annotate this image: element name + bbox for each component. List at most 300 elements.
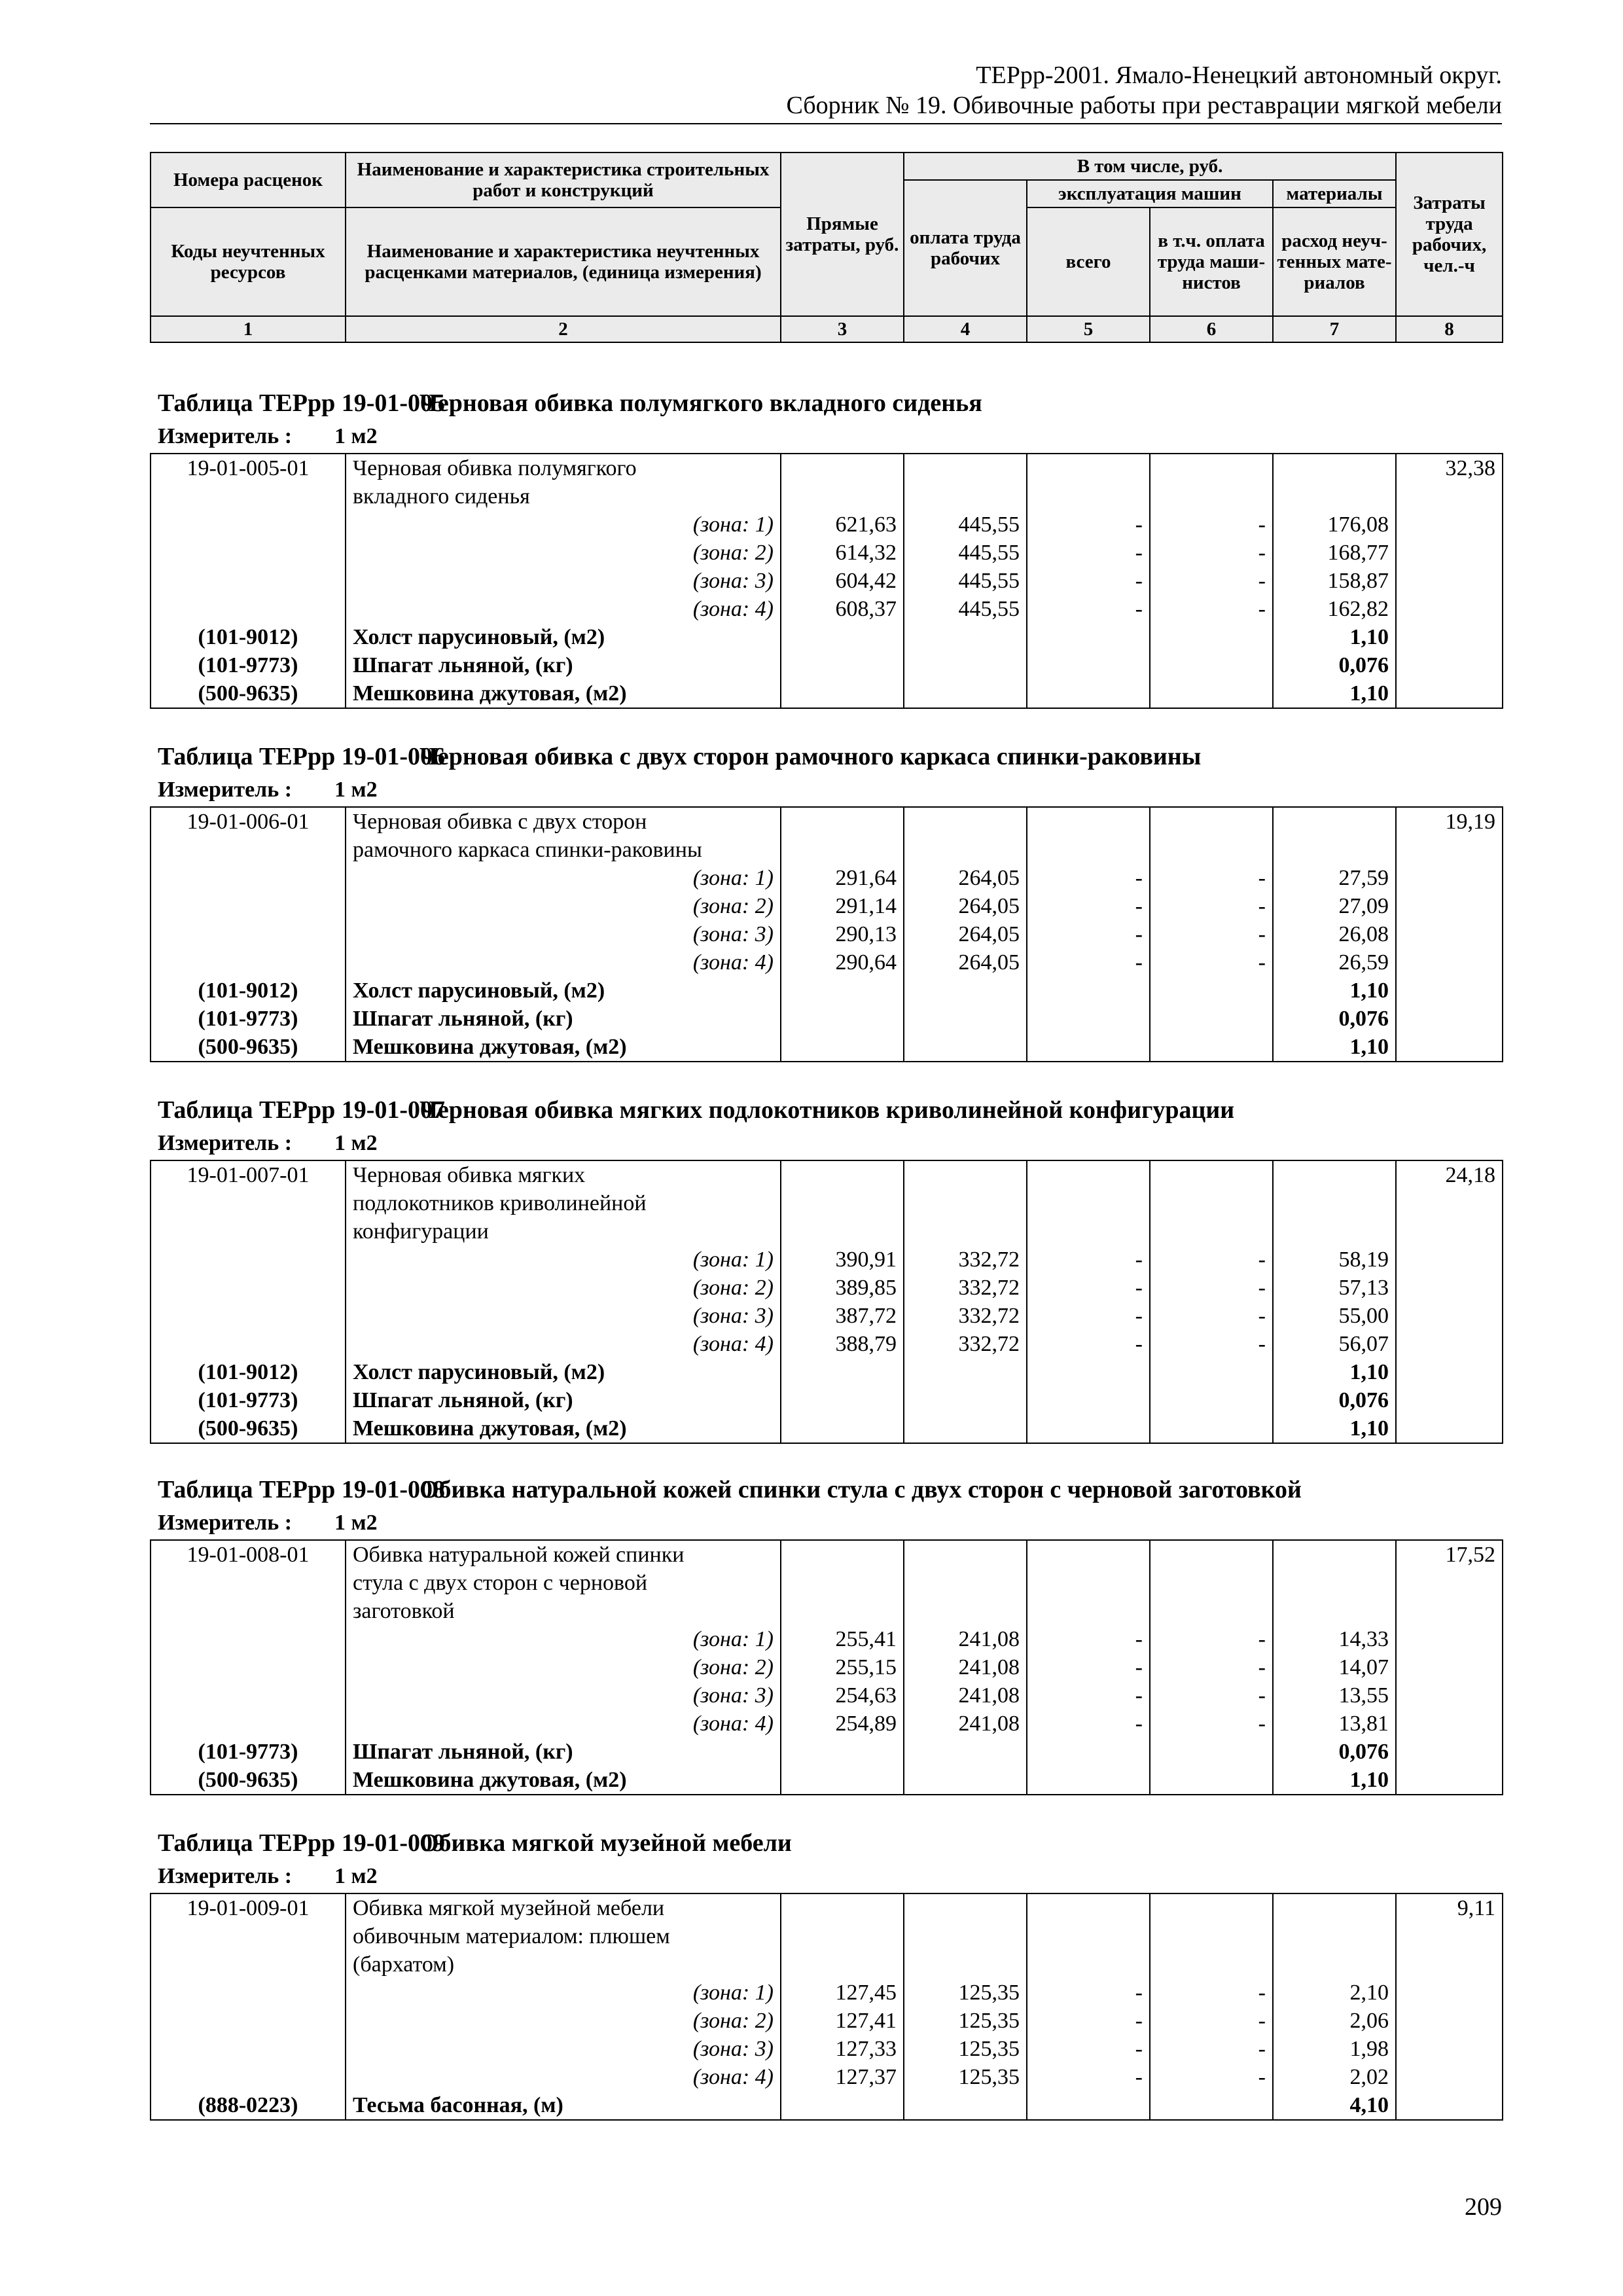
cell (1027, 1033, 1150, 1062)
machines-total: - (1027, 567, 1150, 595)
cell (1027, 1766, 1150, 1795)
resource-name: Шпагат льняной, (кг) (346, 1738, 781, 1766)
cell (151, 836, 346, 864)
header-line-2: Сборник № 19. Обивочные работы при реставрации мягкой мебели (786, 92, 1502, 119)
table-label: Таблица ТЕРрр 19-01-005 (158, 389, 446, 417)
direct-cost: 608,37 (781, 595, 904, 623)
cell (1396, 948, 1503, 977)
materials-cost: 13,81 (1273, 1710, 1396, 1738)
table-title (158, 386, 1502, 420)
table-row (151, 2007, 1503, 2035)
machinist-pay: - (1150, 511, 1273, 539)
meter-line (158, 420, 1502, 453)
cell (1150, 1217, 1273, 1246)
machinist-pay: - (1150, 2035, 1273, 2063)
labor-pay: 332,72 (904, 1330, 1027, 1358)
cell (781, 1358, 904, 1386)
table-row (151, 454, 1503, 482)
cell (151, 1950, 346, 1979)
resource-code: (101-9773) (151, 651, 346, 679)
labor-pay: 332,72 (904, 1274, 1027, 1302)
table-row (151, 1625, 1503, 1653)
col-including: В том числе, руб. (904, 152, 1396, 180)
machines-total: - (1027, 864, 1150, 892)
resource-name: Холст парусиновый, (м2) (346, 623, 781, 651)
direct-cost: 389,85 (781, 1274, 904, 1302)
cell (1150, 1160, 1273, 1189)
machines-total: - (1027, 1710, 1150, 1738)
rate-code: 19-01-006-01 (151, 807, 346, 836)
rate-table (150, 806, 1503, 1062)
zone-label: (зона: 2) (346, 1653, 781, 1681)
meter-value: 1 м2 (334, 1131, 378, 1155)
cell (904, 1540, 1027, 1569)
col-work-name: Наименование и характеристика строительных работ и конструкций (346, 152, 781, 207)
machines-total: - (1027, 892, 1150, 920)
labor-pay: 264,05 (904, 892, 1027, 920)
cell (781, 1766, 904, 1795)
labor-pay: 241,08 (904, 1681, 1027, 1710)
cell (151, 2063, 346, 2091)
cell (1396, 539, 1503, 567)
cell (904, 482, 1027, 511)
machines-total: - (1027, 595, 1150, 623)
machines-total: - (1027, 1330, 1150, 1358)
direct-cost: 290,64 (781, 948, 904, 977)
cell (1027, 1217, 1150, 1246)
cell (1027, 1569, 1150, 1597)
cell (1396, 1330, 1503, 1358)
materials-cost: 55,00 (1273, 1302, 1396, 1330)
machines-total: - (1027, 1302, 1150, 1330)
cell (151, 511, 346, 539)
resource-name: Мешковина джутовая, (м2) (346, 679, 781, 708)
materials-cost: 176,08 (1273, 511, 1396, 539)
cell (1396, 836, 1503, 864)
zone-label: (зона: 1) (346, 511, 781, 539)
direct-cost: 291,64 (781, 864, 904, 892)
direct-cost: 387,72 (781, 1302, 904, 1330)
cell (1273, 1217, 1396, 1246)
table-row (151, 1217, 1503, 1246)
table-row (151, 948, 1503, 977)
table-row (151, 836, 1503, 864)
resource-consumption: 4,10 (1273, 2091, 1396, 2120)
table-row (151, 807, 1503, 836)
cell (151, 1710, 346, 1738)
table-row (151, 1893, 1503, 1922)
table-row (151, 1274, 1503, 1302)
cell (1150, 1540, 1273, 1569)
resource-code: (101-9012) (151, 1358, 346, 1386)
rate-section (150, 1826, 1502, 2121)
cell (904, 836, 1027, 864)
table-row (151, 1766, 1503, 1795)
resource-consumption: 1,10 (1273, 1766, 1396, 1795)
materials-cost: 58,19 (1273, 1246, 1396, 1274)
cell (151, 1330, 346, 1358)
table-row (151, 539, 1503, 567)
machines-total: - (1027, 1274, 1150, 1302)
meter-line (158, 1507, 1502, 1539)
direct-cost: 621,63 (781, 511, 904, 539)
materials-cost: 1,98 (1273, 2035, 1396, 2063)
cell (1396, 2063, 1503, 2091)
cell (151, 864, 346, 892)
resource-consumption: 0,076 (1273, 651, 1396, 679)
cell (1027, 1386, 1150, 1414)
labor-pay: 445,55 (904, 595, 1027, 623)
materials-cost: 168,77 (1273, 539, 1396, 567)
zone-label: (зона: 2) (346, 2007, 781, 2035)
machinist-pay: - (1150, 2063, 1273, 2091)
resource-consumption: 1,10 (1273, 1358, 1396, 1386)
cell (151, 482, 346, 511)
cell (1396, 864, 1503, 892)
table-row (151, 1597, 1503, 1625)
cell (1273, 1922, 1396, 1950)
cell (781, 1893, 904, 1922)
meter-label: Измеритель : (158, 1864, 293, 1888)
materials-cost: 14,07 (1273, 1653, 1396, 1681)
column-number: 3 (781, 316, 904, 342)
table-title-text: Черновая обивка мягких подлокотников криволинейной конфигурации (419, 1096, 1235, 1124)
direct-cost: 127,37 (781, 2063, 904, 2091)
cell (1396, 1950, 1503, 1979)
cell (904, 1217, 1027, 1246)
cell (1027, 1950, 1150, 1979)
cell (1396, 679, 1503, 708)
cell (1150, 836, 1273, 864)
labor-pay: 241,08 (904, 1625, 1027, 1653)
resource-name: Мешковина джутовая, (м2) (346, 1033, 781, 1062)
zone-label: (зона: 2) (346, 1274, 781, 1302)
cell (781, 2091, 904, 2120)
materials-cost: 26,59 (1273, 948, 1396, 977)
table-row (151, 1358, 1503, 1386)
table-title (158, 740, 1502, 774)
cell (1396, 977, 1503, 1005)
meter-label: Измеритель : (158, 1511, 293, 1535)
direct-cost: 290,13 (781, 920, 904, 948)
cell (1150, 1893, 1273, 1922)
machines-total: - (1027, 948, 1150, 977)
labor-cost: 19,19 (1396, 807, 1503, 836)
resource-consumption: 1,10 (1273, 977, 1396, 1005)
zone-label: (зона: 1) (346, 1246, 781, 1274)
cell (1027, 679, 1150, 708)
cell (904, 1189, 1027, 1217)
cell (781, 651, 904, 679)
rate-name-line: Черновая обивка мягких (346, 1160, 781, 1189)
rate-table (150, 1539, 1503, 1795)
resource-name: Холст парусиновый, (м2) (346, 1358, 781, 1386)
cell (1396, 567, 1503, 595)
resource-code: (101-9012) (151, 977, 346, 1005)
machinist-pay: - (1150, 2007, 1273, 2035)
zone-label: (зона: 3) (346, 920, 781, 948)
cell (781, 1922, 904, 1950)
zone-label: (зона: 3) (346, 1681, 781, 1710)
resource-consumption: 1,10 (1273, 623, 1396, 651)
cell (151, 595, 346, 623)
resource-code: (500-9635) (151, 1766, 346, 1795)
meter-label: Измеритель : (158, 778, 293, 802)
cell (1150, 482, 1273, 511)
cell (781, 1540, 904, 1569)
table-row (151, 2091, 1503, 2120)
resource-code: (101-9773) (151, 1738, 346, 1766)
col-material-name: Наименование и характеристика неучтенных расценками материалов, (единица измерения) (346, 207, 781, 316)
table-row (151, 1950, 1503, 1979)
cell (1396, 1358, 1503, 1386)
cell (904, 1766, 1027, 1795)
table-row (151, 1710, 1503, 1738)
cell (1396, 920, 1503, 948)
cell (1396, 1922, 1503, 1950)
table-label: Таблица ТЕРрр 19-01-009 (158, 1829, 446, 1857)
table-title-text: Обивка натуральной кожей спинки стула с двух сторон с черновой заготовкой (419, 1476, 1302, 1503)
cell (1396, 1246, 1503, 1274)
meter-line (158, 1860, 1502, 1893)
cell (1396, 1569, 1503, 1597)
table-row (151, 1653, 1503, 1681)
cell (1150, 679, 1273, 708)
cell (1396, 1738, 1503, 1766)
cell (781, 482, 904, 511)
direct-cost: 127,33 (781, 2035, 904, 2063)
table-row (151, 1922, 1503, 1950)
cell (904, 1922, 1027, 1950)
labor-pay: 445,55 (904, 539, 1027, 567)
direct-cost: 255,41 (781, 1625, 904, 1653)
rate-name-line: рамочного каркаса спинки-раковины (346, 836, 781, 864)
resource-code: (500-9635) (151, 679, 346, 708)
cell (1396, 1653, 1503, 1681)
cell (1150, 1358, 1273, 1386)
rate-name-line: Черновая обивка с двух сторон (346, 807, 781, 836)
zone-label: (зона: 1) (346, 1979, 781, 2007)
cell (781, 623, 904, 651)
table-row (151, 1569, 1503, 1597)
col-machines-total: всего (1027, 207, 1150, 316)
cell (1150, 1950, 1273, 1979)
resource-consumption: 0,076 (1273, 1005, 1396, 1033)
machines-total: - (1027, 511, 1150, 539)
col-rate-numbers: Номера расценок (151, 152, 346, 207)
rate-code: 19-01-005-01 (151, 454, 346, 482)
cell (151, 2007, 346, 2035)
cell (781, 1033, 904, 1062)
materials-cost: 2,02 (1273, 2063, 1396, 2091)
machinist-pay: - (1150, 567, 1273, 595)
cell (151, 567, 346, 595)
resource-name: Мешковина джутовая, (м2) (346, 1766, 781, 1795)
labor-pay: 445,55 (904, 511, 1027, 539)
machinist-pay: - (1150, 920, 1273, 948)
cell (1396, 1710, 1503, 1738)
zone-label: (зона: 3) (346, 567, 781, 595)
cell (1273, 454, 1396, 482)
table-row (151, 511, 1503, 539)
resource-consumption: 1,10 (1273, 1033, 1396, 1062)
cell (1273, 1893, 1396, 1922)
cell (1273, 1950, 1396, 1979)
cell (1396, 2035, 1503, 2063)
cell (1150, 807, 1273, 836)
table-row (151, 892, 1503, 920)
cell (151, 1625, 346, 1653)
machines-total: - (1027, 1625, 1150, 1653)
cell (1027, 1189, 1150, 1217)
cell (1396, 1302, 1503, 1330)
cell (1150, 623, 1273, 651)
column-number: 4 (904, 316, 1027, 342)
machinist-pay: - (1150, 1246, 1273, 1274)
materials-cost: 57,13 (1273, 1274, 1396, 1302)
cell (781, 1217, 904, 1246)
machines-total: - (1027, 1979, 1150, 2007)
table-row (151, 2035, 1503, 2063)
cell (1273, 1540, 1396, 1569)
rate-name-line: заготовкой (346, 1597, 781, 1625)
zone-label: (зона: 4) (346, 948, 781, 977)
cell (1396, 623, 1503, 651)
cell (904, 1414, 1027, 1443)
table-label: Таблица ТЕРрр 19-01-008 (158, 1476, 446, 1503)
table-label: Таблица ТЕРрр 19-01-006 (158, 743, 446, 770)
machinist-pay: - (1150, 1330, 1273, 1358)
rate-section (150, 1093, 1502, 1444)
labor-cost: 24,18 (1396, 1160, 1503, 1189)
resource-code: (101-9773) (151, 1005, 346, 1033)
direct-cost: 254,89 (781, 1710, 904, 1738)
table-row (151, 2063, 1503, 2091)
cell (781, 1569, 904, 1597)
table-title-text: Черновая обивка полумягкого вкладного сиденья (419, 389, 982, 417)
cell (1150, 1386, 1273, 1414)
cell (904, 1738, 1027, 1766)
rate-code: 19-01-008-01 (151, 1540, 346, 1569)
cell (1150, 1738, 1273, 1766)
rate-table (150, 1893, 1503, 2121)
table-row (151, 1738, 1503, 1766)
cell (1273, 1597, 1396, 1625)
labor-pay: 264,05 (904, 864, 1027, 892)
machines-total: - (1027, 2063, 1150, 2091)
cell (904, 1569, 1027, 1597)
cell (1027, 482, 1150, 511)
cell (1027, 1540, 1150, 1569)
meter-value: 1 м2 (334, 1511, 378, 1535)
cell (1150, 1569, 1273, 1597)
cell (781, 679, 904, 708)
cell (151, 1246, 346, 1274)
cell (1396, 595, 1503, 623)
resource-name: Мешковина джутовая, (м2) (346, 1414, 781, 1443)
cell (1150, 1766, 1273, 1795)
cell (904, 1893, 1027, 1922)
rate-name-line: вкладного сиденья (346, 482, 781, 511)
machinist-pay: - (1150, 892, 1273, 920)
resource-name: Шпагат льняной, (кг) (346, 1005, 781, 1033)
zone-label: (зона: 1) (346, 864, 781, 892)
cell (1396, 1217, 1503, 1246)
materials-cost: 158,87 (1273, 567, 1396, 595)
cell (904, 651, 1027, 679)
resource-consumption: 0,076 (1273, 1386, 1396, 1414)
labor-pay: 125,35 (904, 1979, 1027, 2007)
cell (151, 1597, 346, 1625)
cell (151, 1979, 346, 2007)
machinist-pay: - (1150, 1625, 1273, 1653)
meter-value: 1 м2 (334, 424, 378, 448)
labor-pay: 125,35 (904, 2063, 1027, 2091)
cell (1027, 1893, 1150, 1922)
labor-cost: 32,38 (1396, 454, 1503, 482)
cell (1150, 1005, 1273, 1033)
labor-cost: 9,11 (1396, 1893, 1503, 1922)
direct-cost: 254,63 (781, 1681, 904, 1710)
rate-section (150, 740, 1502, 1062)
meter-line (158, 1127, 1502, 1160)
cell (781, 836, 904, 864)
cell (1027, 836, 1150, 864)
table-row (151, 1302, 1503, 1330)
cell (151, 948, 346, 977)
table-row (151, 567, 1503, 595)
cell (1396, 1766, 1503, 1795)
cell (1396, 482, 1503, 511)
cell (1396, 1189, 1503, 1217)
rate-name-line: (бархатом) (346, 1950, 781, 1979)
rate-name-line: Обивка мягкой музейной мебели (346, 1893, 781, 1922)
cell (904, 1160, 1027, 1189)
materials-cost: 27,09 (1273, 892, 1396, 920)
cell (1027, 2091, 1150, 2120)
table-row (151, 864, 1503, 892)
resource-code: (888-0223) (151, 2091, 346, 2120)
machines-total: - (1027, 1246, 1150, 1274)
resource-consumption: 0,076 (1273, 1738, 1396, 1766)
resource-name: Тесьма басонная, (м) (346, 2091, 781, 2120)
table-title-text: Обивка мягкой музейной мебели (419, 1829, 792, 1857)
cell (1396, 1414, 1503, 1443)
cell (781, 1414, 904, 1443)
table-row (151, 1330, 1503, 1358)
cell (1150, 651, 1273, 679)
table-row (151, 1681, 1503, 1710)
machinist-pay: - (1150, 595, 1273, 623)
table-row (151, 1246, 1503, 1274)
cell (781, 1005, 904, 1033)
table-row (151, 679, 1503, 708)
col-direct-costs: Прямые затраты, руб. (781, 152, 904, 316)
direct-cost: 604,42 (781, 567, 904, 595)
page-number: 209 (1465, 2193, 1502, 2221)
table-row (151, 623, 1503, 651)
rate-name-line: Черновая обивка полумягкого (346, 454, 781, 482)
cell (1396, 1005, 1503, 1033)
direct-cost: 388,79 (781, 1330, 904, 1358)
cell (904, 623, 1027, 651)
cell (151, 1189, 346, 1217)
rate-code: 19-01-009-01 (151, 1893, 346, 1922)
materials-cost: 2,10 (1273, 1979, 1396, 2007)
zone-label: (зона: 3) (346, 1302, 781, 1330)
column-header-table (150, 152, 1503, 343)
direct-cost: 614,32 (781, 539, 904, 567)
